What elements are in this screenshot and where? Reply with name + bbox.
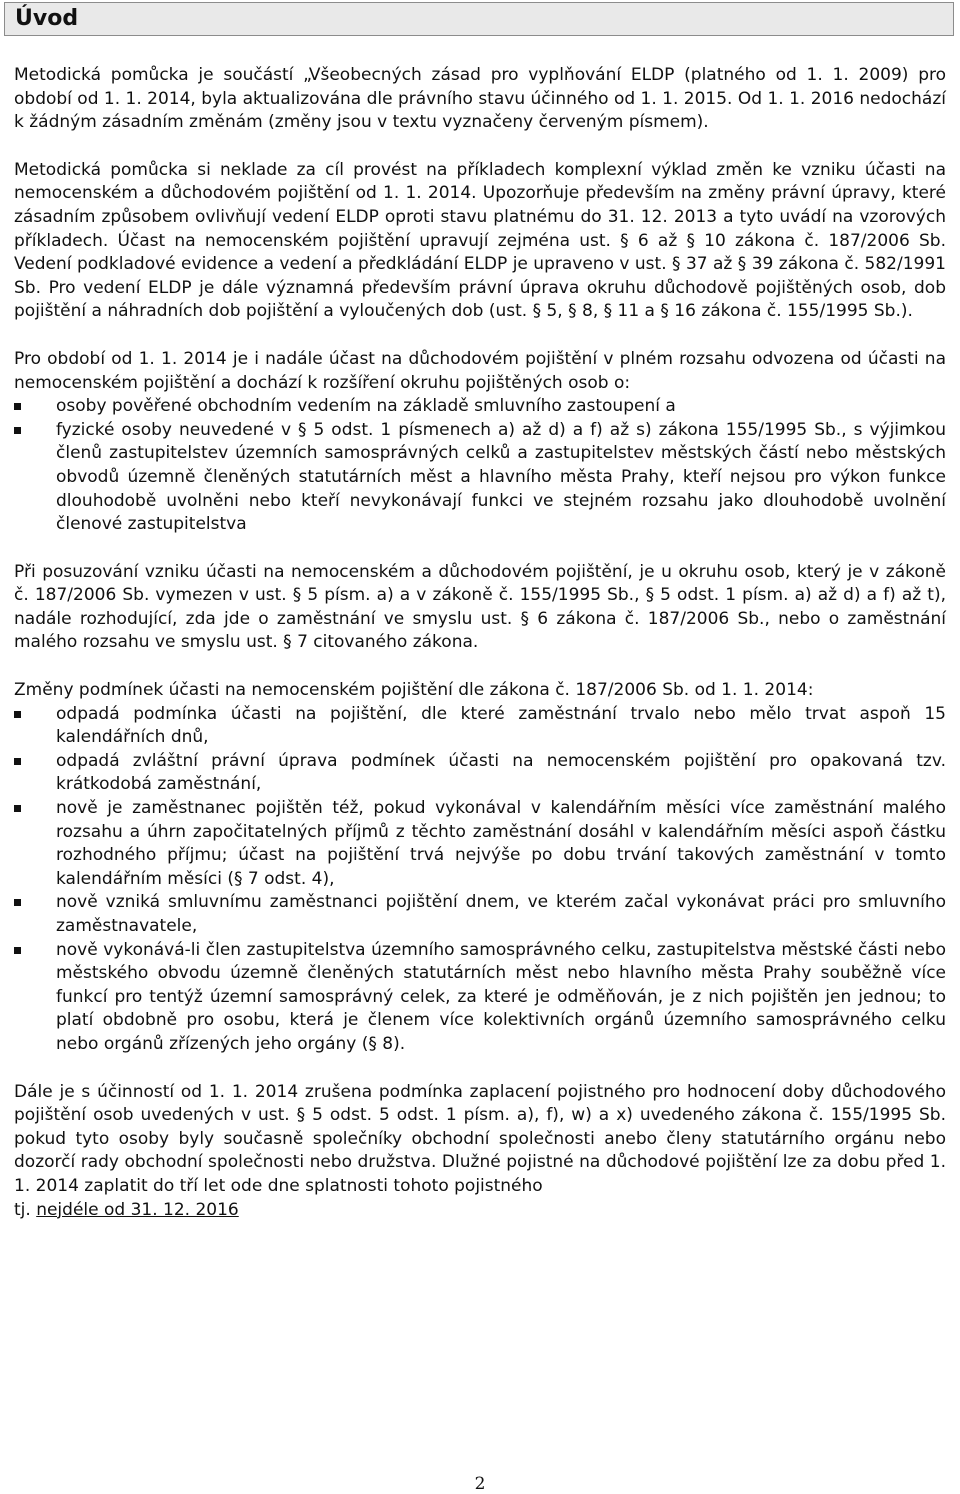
- insured-persons-paragraph: Pro období od 1. 1. 2014 je i nadále účast na důchodovém pojištění v plném rozsahu odvozena od účasti na nemocenském pojištění a dochází k rozšíření okruhu pojištěných osob o:: [14, 348, 946, 393]
- deadline-text: nejdéle od 31. 12. 2016: [36, 1199, 239, 1220]
- square-bullet-icon: [14, 427, 21, 434]
- changes-list: [14, 703, 946, 1057]
- list-item: fyzické osoby neuvedené v § 5 odst. 1 písmenech a) až d) a f) až s) zákona 155/1995 Sb., s výjimkou členů zastupitelstev územních samosprávných celků a zastupitelstev městských částí nebo městských obvodů územně členěných statutárních měst a hlavního města Prahy, kteří nejsou pro výkon funkce dlouhodobě uvolněni nebo kteří nevykonávají funkci ve stejném rozsahu jako dlouhodobě uvolnění členové zastupitelstva: [14, 419, 946, 537]
- insured-persons-list: [14, 395, 946, 537]
- square-bullet-icon: [14, 758, 21, 765]
- square-bullet-icon: [14, 947, 21, 954]
- list-item: nově vykonává-li člen zastupitelstva územního samosprávného celku, zastupitelstva městské části nebo městského obvodu územně členěných statutárních měst nebo hlavního města Prahy souběžně více funkcí pro tentýž územní samosprávný celek, za které je odměňován, je z nich pojištěn jen jednou; to platí obdobně pro osobu, která je členem více kolektivních orgánů územního samosprávného celku nebo orgánů zřízených jeho orgány (§ 8).: [14, 939, 946, 1057]
- page-number: 2: [474, 1474, 486, 1494]
- premium-paragraph: Dále je s účinností od 1. 1. 2014 zrušena podmínka zaplacení pojistného pro hodnocení doby důchodového pojištění osob uvedených v ust. § 5 odst. 5 odst. 1 písm. a), f), w) a x) uvedeného zákona č. 155/1995 Sb. pokud tyto osoby byly současně společníky obchodní společnosti anebo členy statutárního orgánu nebo dozorčí rady obchodní společnosti nebo družstva. Dlužné pojistné na důchodové pojištění lze za dobu před 1. 1. 2014 zaplatit do tří let ode dne splatnosti tohoto pojistného tj. nejdéle od 31. 12. 2016: [14, 1081, 946, 1220]
- intro-paragraph: Metodická pomůcka je součástí „Všeobecných zásad pro vyplňování ELDP (platného od 1. 1. 2009) pro období od 1. 1. 2014, byla aktualizována dle právního stavu účinného od 1. 1. 2015. Od 1. 1. 2016 nedochází k žádným zásadním změnám (změny jsou v textu vyznačeny červeným písmem).: [14, 65, 946, 133]
- list-item: nově je zaměstnanec pojištěn též, pokud vykonával v kalendářním měsíci více zaměstnání malého rozsahu a úhrn započitatelných příjmů z těchto zaměstnání dosáhl v kalendářním měsíci aspoň částku rozhodného příjmu; účast na pojištění trvá nejvýše po dobu trvání takových zaměstnání v tomto kalendářním měsíci (§ 7 odst. 4),: [14, 797, 946, 891]
- square-bullet-icon: [14, 403, 21, 410]
- section-heading: Úvod: [4, 2, 954, 36]
- list-item: odpadá zvláštní právní úprava podmínek účasti na nemocenském pojištění pro opakovaná tzv. krátkodobá zaměstnání,: [14, 750, 946, 797]
- list-item: odpadá podmínka účasti na pojištění, dle které zaměstnání trvalo nebo mělo trvat aspoň 15 kalendářních dnů,: [14, 703, 946, 750]
- list-item: nově vzniká smluvnímu zaměstnanci pojištění dnem, ve kterém začal vykonávat práci pro smluvního zaměstnavatele,: [14, 891, 946, 938]
- assessment-paragraph: Při posuzování vzniku účasti na nemocenském a důchodovém pojištění, je u okruhu osob, který je v zákoně č. 187/2006 Sb. vymezen v ust. § 5 písm. a) a v zákoně č. 155/1995 Sb., § 5 odst. 1 písm. a) až d) a f) až t), nadále rozhodující, zda jde o zaměstnání ve smyslu ust. § 6 zákona č. 187/2006 Sb., nebo o zaměstnání malého rozsahu ve smyslu ust. § 7 citovaného zákona.: [14, 561, 946, 653]
- list-item: osoby pověřené obchodním vedením na základě smluvního zastoupení a: [14, 395, 946, 419]
- square-bullet-icon: [14, 899, 21, 906]
- changes-intro-paragraph: Změny podmínek účasti na nemocenském pojištění dle zákona č. 187/2006 Sb. od 1. 1. 2014:: [14, 680, 814, 701]
- purpose-paragraph: Metodická pomůcka si neklade za cíl provést na příkladech komplexní výklad změn ke vzniku účasti na nemocenském a důchodovém pojištění od 1. 1. 2014. Upozorňuje především na změny právní úpravy, které zásadním způsobem ovlivňují vedení ELDP oproti stavu platnému do 31. 12. 2013 a tyto uvádí na vzorových příkladech. Účast na nemocenském pojištění upravují zejména ust. § 6 až § 10 zákona č. 187/2006 Sb. Vedení podkladové evidence a vedení a předkládání ELDP je upraveno v ust. § 37 až § 39 zákona č. 582/1991 Sb. Pro vedení ELDP je dále významná především právní úprava okruhu důchodově pojištěných osob, dob pojištění a náhradních dob pojištění a vyloučených dob (ust. § 5, § 8, § 11 a § 16 zákona č. 155/1995 Sb.).: [14, 159, 946, 322]
- square-bullet-icon: [14, 805, 21, 812]
- document-body: [14, 64, 946, 1246]
- square-bullet-icon: [14, 711, 21, 718]
